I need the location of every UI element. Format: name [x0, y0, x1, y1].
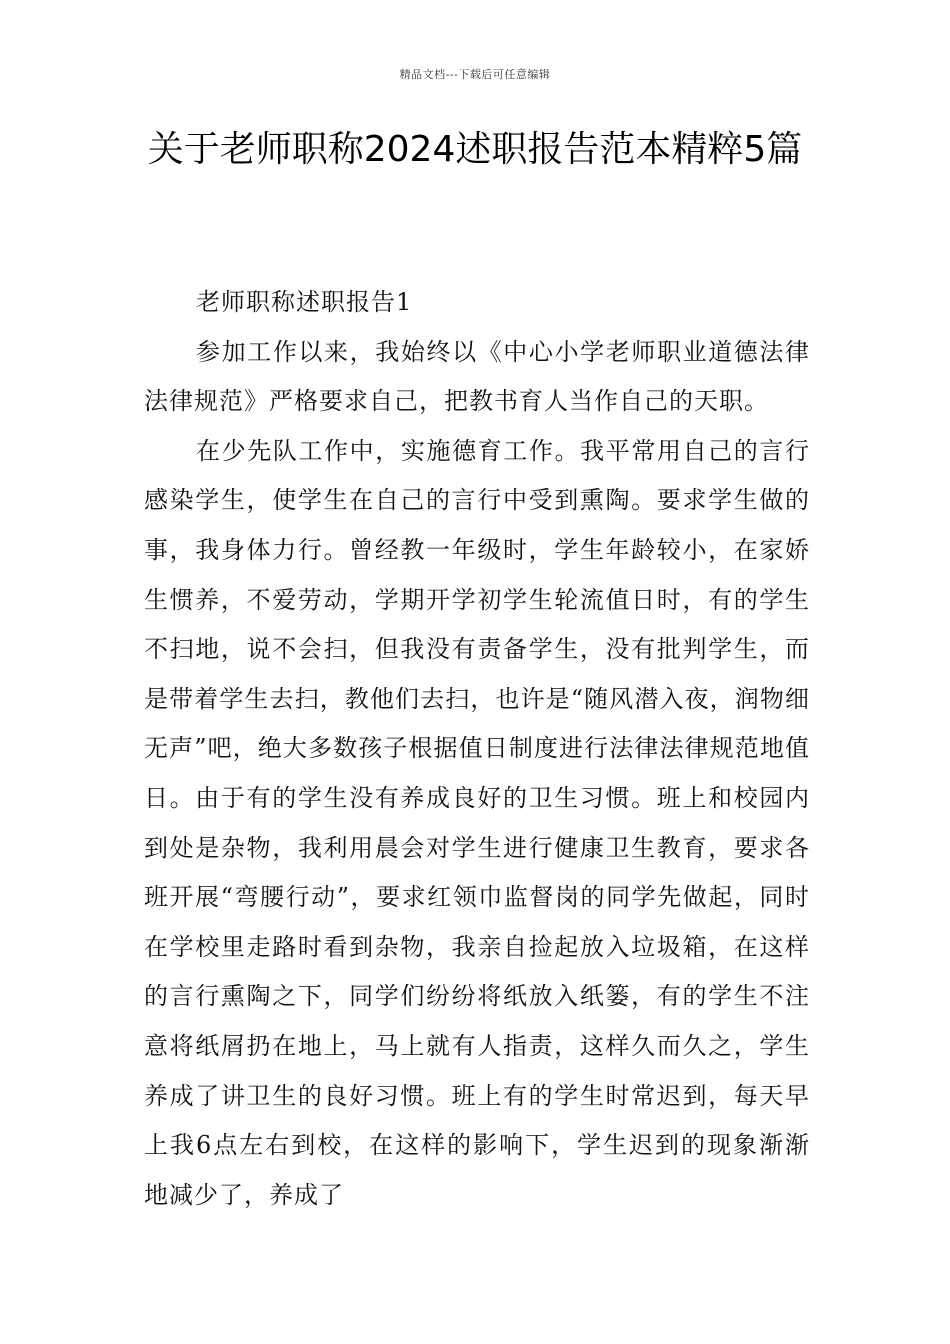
document-body	[144, 278, 810, 1220]
section-heading: 老师职称述职报告1	[196, 288, 413, 316]
body-paragraph-2: 在少先队工作中，实施德育工作。我平常用自己的言行感染学生，使学生在自己的言行中受到熏陶。要求学生做的事，我身体力行。曾经教一年级时，学生年龄较小，在家娇生惯养，不爱劳动，学期开学初学生轮流值日时，有的学生不扫地，说不会扫，但我没有责备学生，没有批判学生，而是带着学生去扫，教他们去扫，也许是“随风潜入夜，润物细无声”吧，绝大多数孩子根据值日制度进行法律法律规范地值日。由于有的学生没有养成良好的卫生习惯。班上和校园内到处是杂物，我利用晨会对学生进行健康卫生教育，要求各班开展“弯腰行动”，要求红领巾监督岗的同学先做起，同时在学校里走路时看到杂物，我亲自捡起放入垃圾箱，在这样的言行熏陶之下，同学们纷纷将纸放入纸篓，有的学生不注意将纸屑扔在地上，马上就有人指责，这样久而久之，学生养成了讲卫生的良好习惯。班上有的学生时常迟到，每天早上我6点左右到校，在这样的影响下，学生迟到的现象渐渐地减少了，养成了	[144, 436, 810, 1209]
document-title: 关于老师职称2024述职报告范本精粹5篇	[147, 129, 803, 170]
body-paragraph-1: 参加工作以来，我始终以《中心小学老师职业道德法律法律规范》严格要求自己，把教书育人当作自己的天职。	[144, 337, 810, 416]
header-note: 精品文档---下载后可任意编辑	[399, 68, 551, 81]
